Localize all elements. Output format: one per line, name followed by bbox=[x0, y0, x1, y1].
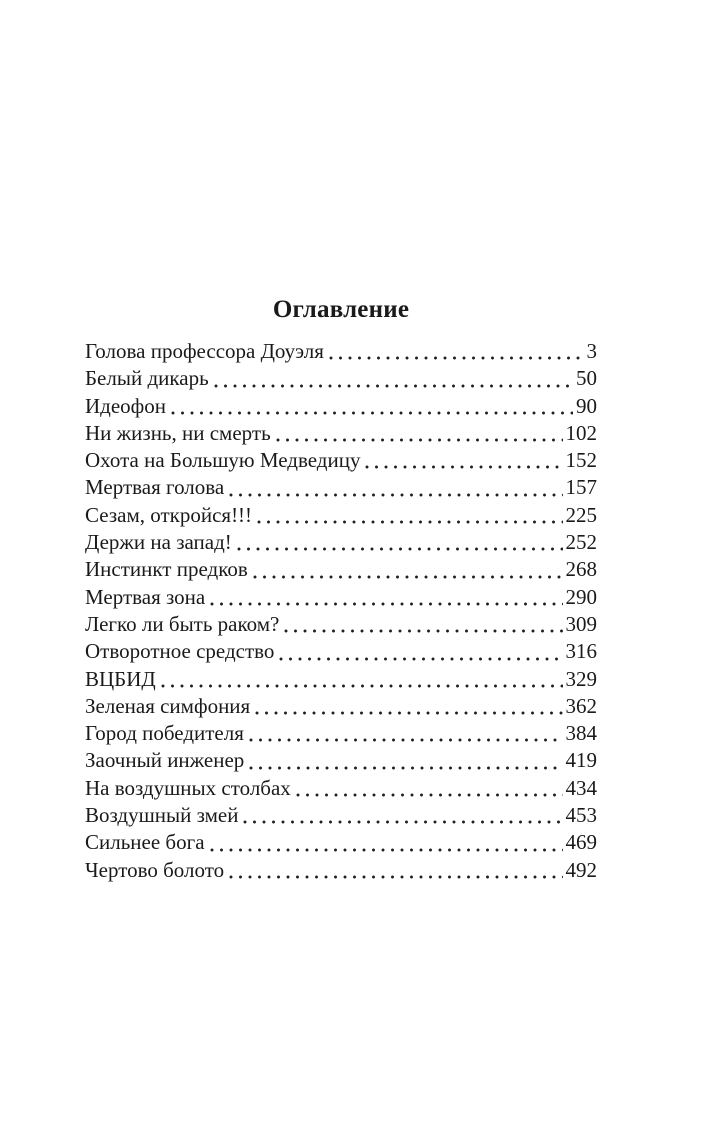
dot-leader bbox=[365, 465, 562, 469]
toc-entry-row bbox=[85, 584, 597, 611]
toc-entry-title: Заочный инженер bbox=[85, 748, 245, 773]
dot-leader bbox=[237, 547, 563, 551]
dot-leader bbox=[249, 738, 563, 742]
toc-entry-row bbox=[85, 857, 597, 884]
dot-leader bbox=[161, 684, 563, 688]
toc-entry-title: Ни жизнь, ни смерть bbox=[85, 420, 271, 445]
toc-content bbox=[85, 0, 597, 884]
dot-leader bbox=[171, 411, 573, 415]
toc-entry-row bbox=[85, 802, 597, 829]
dot-leader bbox=[253, 575, 563, 579]
toc-entry-page: 3 bbox=[586, 339, 597, 363]
toc-entry-title: Отворотное средство bbox=[85, 639, 275, 664]
dot-leader bbox=[257, 520, 562, 524]
toc-title: Оглавление bbox=[272, 296, 410, 323]
dot-leader bbox=[255, 711, 562, 715]
toc-entry-page: 384 bbox=[565, 721, 597, 746]
toc-entry-title: На воздушных столбах bbox=[85, 775, 291, 800]
dot-leader bbox=[249, 766, 562, 770]
toc-entry-page: 252 bbox=[565, 530, 597, 555]
toc-entry-row bbox=[85, 693, 597, 720]
toc-entry-page: 492 bbox=[565, 857, 597, 882]
toc-entry-row bbox=[85, 365, 597, 392]
toc-entry-row bbox=[85, 420, 597, 447]
toc-entry-row bbox=[85, 611, 597, 638]
toc-entry-page: 90 bbox=[576, 393, 597, 418]
toc-entry-title: Белый дикарь bbox=[85, 366, 209, 391]
toc-entry-page: 309 bbox=[565, 611, 597, 636]
dot-leader bbox=[214, 384, 573, 388]
toc-entry-title: Сезам, откройся!!! bbox=[85, 502, 253, 527]
toc-list bbox=[85, 338, 597, 884]
toc-entry-row bbox=[85, 556, 597, 583]
toc-entry-title: Мертвая зона bbox=[85, 584, 206, 609]
toc-entry-title: ВЦБИД bbox=[85, 666, 156, 691]
toc-entry-title: Идеофон bbox=[85, 393, 167, 418]
toc-entry-page: 469 bbox=[565, 830, 597, 855]
dot-leader bbox=[210, 602, 562, 606]
dot-leader bbox=[329, 356, 584, 360]
toc-entry-page: 316 bbox=[565, 639, 597, 664]
toc-entry-page: 157 bbox=[565, 475, 597, 500]
toc-entry-page: 434 bbox=[565, 775, 597, 800]
toc-entry-page: 329 bbox=[565, 666, 597, 691]
toc-entry-title: Воздушный змей bbox=[85, 803, 239, 828]
toc-entry-page: 268 bbox=[565, 557, 597, 582]
toc-entry-title: Мертвая голова bbox=[85, 475, 225, 500]
dot-leader bbox=[243, 820, 562, 824]
toc-entry-page: 225 bbox=[565, 502, 597, 527]
toc-entry-row bbox=[85, 747, 597, 774]
dot-leader bbox=[284, 629, 562, 633]
toc-entry-page: 50 bbox=[576, 366, 597, 391]
toc-entry-title: Зеленая симфония bbox=[85, 693, 251, 718]
dot-leader bbox=[229, 875, 562, 879]
toc-entry-title: Чертово болото bbox=[85, 857, 225, 882]
toc-entry-row bbox=[85, 338, 597, 365]
toc-entry-row bbox=[85, 474, 597, 501]
toc-entry-row bbox=[85, 638, 597, 665]
dot-leader bbox=[279, 657, 562, 661]
toc-entry-title: Голова профессора Доуэля bbox=[85, 339, 324, 363]
toc-entry-page: 102 bbox=[565, 420, 597, 445]
dot-leader bbox=[276, 438, 563, 442]
toc-entry-page: 152 bbox=[565, 448, 597, 473]
toc-entry-row bbox=[85, 666, 597, 693]
toc-entry-title: Город победителя bbox=[85, 721, 244, 746]
toc-entry-title: Легко ли быть раком? bbox=[85, 611, 280, 636]
toc-entry-page: 290 bbox=[565, 584, 597, 609]
toc-entry-title: Сильнее бога bbox=[85, 830, 205, 855]
toc-entry-title: Инстинкт предков bbox=[85, 557, 248, 582]
toc-entry-row bbox=[85, 829, 597, 856]
dot-leader bbox=[210, 848, 563, 852]
toc-entry-row bbox=[85, 447, 597, 474]
toc-entry-title: Держи на запад! bbox=[85, 530, 232, 555]
toc-entry-page: 419 bbox=[565, 748, 597, 773]
toc-entry-row bbox=[85, 529, 597, 556]
dot-leader bbox=[296, 793, 563, 797]
toc-entry-row bbox=[85, 720, 597, 747]
toc-entry-row bbox=[85, 393, 597, 420]
toc-entry-row bbox=[85, 502, 597, 529]
dot-leader bbox=[229, 493, 562, 497]
toc-entry-page: 453 bbox=[565, 803, 597, 828]
toc-entry-row bbox=[85, 775, 597, 802]
toc-entry-title: Охота на Большую Медведицу bbox=[85, 448, 361, 473]
toc-entry-page: 362 bbox=[565, 693, 597, 718]
